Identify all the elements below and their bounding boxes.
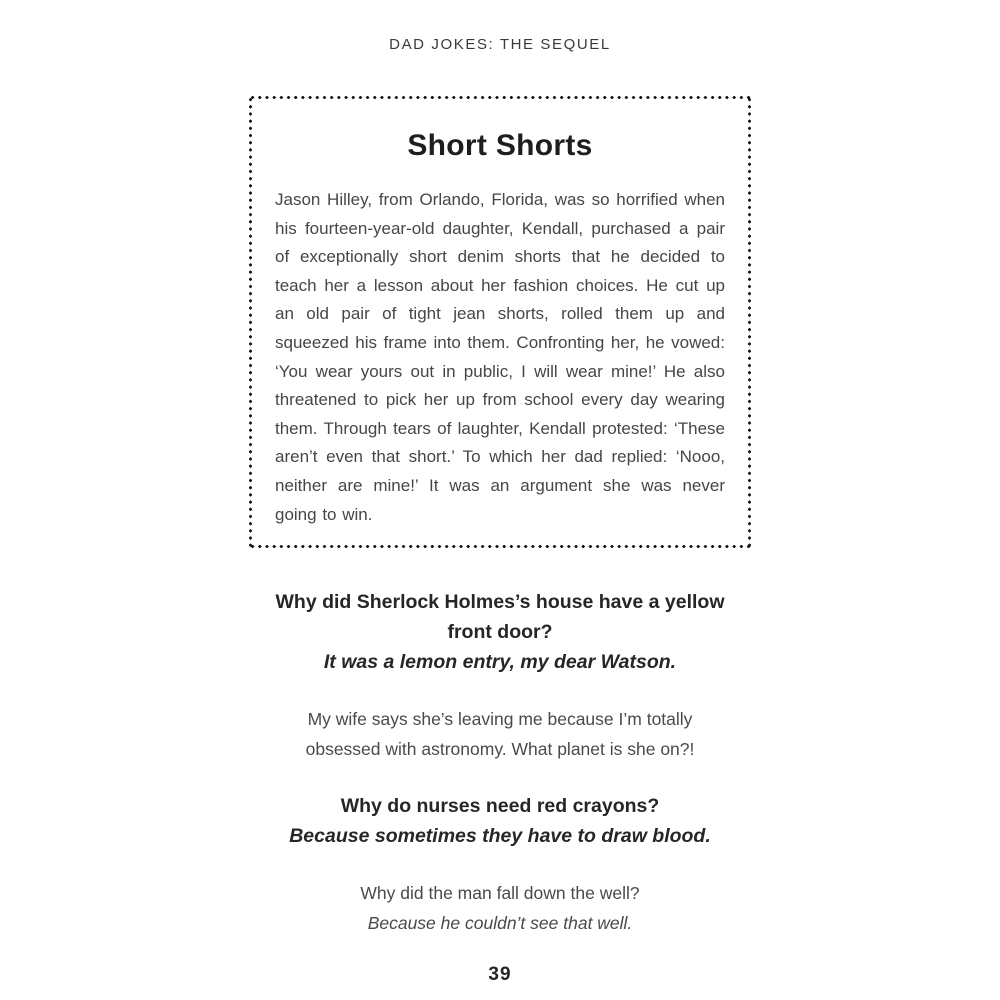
joke-question: Why did Sherlock Holmes’s house have a yellow front door? [275,591,725,643]
dotted-border-bottom [249,544,751,549]
page-number: 39 [488,964,512,985]
joke-question: My wife says she’s leaving me because I’m totally obsessed with astronomy. What planet is she on?! [305,709,695,759]
running-header: DAD JOKES: THE SEQUEL [389,36,611,53]
jokes-section [270,587,730,938]
dotted-border-top [249,95,751,100]
story-body-text: Jason Hilley, from Orlando, Florida, was so horrified when his fourteen-year-old daughter, Kendall, purchased a pair of exceptionally short denim shorts that he decided to teach her a lesson about her fashion choices. He cut up an old pair of tight jean shorts, rolled them up and squeezed his frame into them. Confronting her, he vowed: ‘You wear yours out in public, I will wear mine!’ He also threatened to pick her up from school every day wearing them. Through tears of laughter, Kendall protested: ‘These aren’t even that short.’ To which her dad replied: ‘Nooo, neither are mine!’ It was an argument she was never going to win. [275,190,725,524]
story-box [248,95,752,549]
joke-block [270,704,730,764]
joke-block [270,587,730,677]
joke-question: Why did the man fall down the well? [360,883,640,903]
joke-answer: Because he couldn’t see that well. [367,913,633,933]
dotted-border-right [747,96,752,548]
joke-answer: Because sometimes they have to draw blood. [289,825,711,847]
joke-answer: It was a lemon entry, my dear Watson. [323,651,677,673]
joke-question: Why do nurses need red crayons? [340,795,660,817]
joke-block [270,791,730,851]
dotted-border-left [248,96,253,548]
joke-block [270,878,730,938]
story-title: Short Shorts [407,129,593,162]
